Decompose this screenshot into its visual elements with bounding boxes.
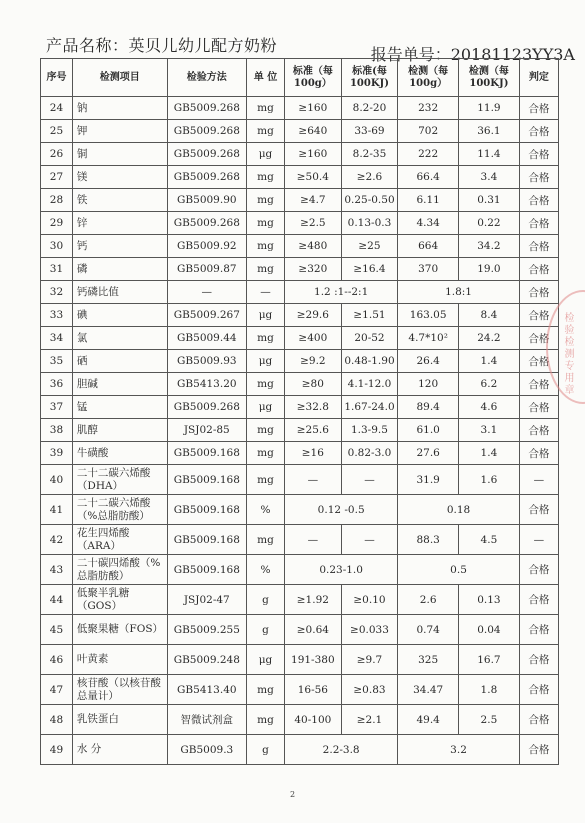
unit: mg <box>246 419 284 442</box>
verdict: 合格 <box>519 705 558 735</box>
test-method: 智微试剂盒 <box>167 705 246 735</box>
standard-per-100g: ≥480 <box>285 235 342 258</box>
test-item: 钠 <box>72 97 167 120</box>
verdict: 合格 <box>519 258 558 281</box>
verdict: 合格 <box>519 327 558 350</box>
test-method: GB5009.168 <box>167 442 246 465</box>
row-number: 43 <box>41 555 73 585</box>
verdict: 合格 <box>519 555 558 585</box>
table-row <box>41 373 559 396</box>
unit: mg <box>246 705 284 735</box>
test-item: 钙磷比值 <box>72 281 167 304</box>
standard-per-100g: ≥80 <box>285 373 342 396</box>
table-row <box>41 645 559 675</box>
test-method: GB5009.168 <box>167 465 246 495</box>
test-method: GB5009.268 <box>167 97 246 120</box>
col-header-method: 检验方法 <box>167 59 246 97</box>
test-item: 水 分 <box>72 735 167 765</box>
table-row <box>41 235 559 258</box>
result-per-100kj: 0.31 <box>459 189 520 212</box>
verdict: 合格 <box>519 442 558 465</box>
result-per-100g: 664 <box>398 235 459 258</box>
result-per-100kj: 8.4 <box>459 304 520 327</box>
standard-per-100g: ≥400 <box>285 327 342 350</box>
result-per-100kj: 24.2 <box>459 327 520 350</box>
col-header-verdict: 判定 <box>519 59 558 97</box>
table-row <box>41 396 559 419</box>
test-method: GB5009.93 <box>167 350 246 373</box>
row-number: 37 <box>41 396 73 419</box>
standard-per-100g: ≥29.6 <box>285 304 342 327</box>
result-per-100kj: 1.8 <box>459 675 520 705</box>
unit: μg <box>246 143 284 166</box>
row-number: 41 <box>41 495 73 525</box>
verdict: 合格 <box>519 675 558 705</box>
table-row <box>41 97 559 120</box>
test-method: GB5009.168 <box>167 525 246 555</box>
result-value: 3.2 <box>398 735 520 765</box>
test-item: 镁 <box>72 166 167 189</box>
test-method: GB5009.87 <box>167 258 246 281</box>
standard-per-100kj: ≥16.4 <box>341 258 398 281</box>
result-per-100kj: 0.22 <box>459 212 520 235</box>
test-item: 肌醇 <box>72 419 167 442</box>
verdict: — <box>519 465 558 495</box>
table-row <box>41 281 559 304</box>
row-number: 27 <box>41 166 73 189</box>
standard-per-100kj: ≥1.51 <box>341 304 398 327</box>
standard-per-100g: ≥320 <box>285 258 342 281</box>
test-method: GB5009.248 <box>167 645 246 675</box>
test-method: GB5413.20 <box>167 373 246 396</box>
unit: mg <box>246 675 284 705</box>
result-per-100kj: 4.6 <box>459 396 520 419</box>
row-number: 36 <box>41 373 73 396</box>
verdict: 合格 <box>519 495 558 525</box>
row-number: 29 <box>41 212 73 235</box>
unit: mg <box>246 235 284 258</box>
verdict: 合格 <box>519 189 558 212</box>
table-row <box>41 585 559 615</box>
standard-per-100kj: 0.48-1.90 <box>341 350 398 373</box>
verdict: — <box>519 525 558 555</box>
test-item: 二十碳四烯酸（%总脂肪酸） <box>72 555 167 585</box>
row-number: 42 <box>41 525 73 555</box>
test-item: 低聚果糖（FOS） <box>72 615 167 645</box>
standard-per-100kj: 8.2-20 <box>341 97 398 120</box>
verdict: 合格 <box>519 396 558 419</box>
unit: mg <box>246 442 284 465</box>
result-per-100kj: 3.4 <box>459 166 520 189</box>
result-per-100g: 49.4 <box>398 705 459 735</box>
report-number: 报告单号：20181123YY3A <box>370 45 575 64</box>
table-row <box>41 189 559 212</box>
standard-range: 1.2 :1--2:1 <box>285 281 398 304</box>
standard-per-100kj: — <box>341 525 398 555</box>
standard-per-100g: ≥0.64 <box>285 615 342 645</box>
result-per-100g: 61.0 <box>398 419 459 442</box>
test-item: 花生四烯酸（ARA） <box>72 525 167 555</box>
standard-per-100kj: 1.67-24.0 <box>341 396 398 419</box>
col-header-res-kj: 检测（每100KJ) <box>459 59 520 97</box>
unit: % <box>246 555 284 585</box>
row-number: 25 <box>41 120 73 143</box>
result-per-100g: 34.47 <box>398 675 459 705</box>
row-number: 28 <box>41 189 73 212</box>
test-item: 钾 <box>72 120 167 143</box>
verdict: 合格 <box>519 281 558 304</box>
row-number: 35 <box>41 350 73 373</box>
table-row <box>41 555 559 585</box>
standard-per-100g: ≥160 <box>285 97 342 120</box>
row-number: 31 <box>41 258 73 281</box>
row-number: 32 <box>41 281 73 304</box>
standard-per-100g: ≥2.5 <box>285 212 342 235</box>
unit: μg <box>246 350 284 373</box>
standard-per-100kj: ≥25 <box>341 235 398 258</box>
verdict: 合格 <box>519 373 558 396</box>
row-number: 48 <box>41 705 73 735</box>
test-item: 二十二碳六烯酸（DHA） <box>72 465 167 495</box>
table-row <box>41 465 559 495</box>
unit: μg <box>246 645 284 675</box>
row-number: 49 <box>41 735 73 765</box>
result-per-100kj: 4.5 <box>459 525 520 555</box>
standard-per-100kj: 33-69 <box>341 120 398 143</box>
result-per-100g: 66.4 <box>398 166 459 189</box>
table-row <box>41 442 559 465</box>
unit: mg <box>246 212 284 235</box>
standard-per-100g: 16-56 <box>285 675 342 705</box>
test-method: GB5009.90 <box>167 189 246 212</box>
standard-per-100g: ≥1.92 <box>285 585 342 615</box>
row-number: 45 <box>41 615 73 645</box>
standard-per-100kj: 4.1-12.0 <box>341 373 398 396</box>
unit: μg <box>246 304 284 327</box>
row-number: 26 <box>41 143 73 166</box>
page-number: 2 <box>289 790 296 799</box>
col-header-std-kj: 标准(每100KJ) <box>341 59 398 97</box>
standard-per-100kj: ≥2.6 <box>341 166 398 189</box>
standard-range: 0.12 -0.5 <box>285 495 398 525</box>
verdict: 合格 <box>519 212 558 235</box>
standard-per-100kj: ≥0.033 <box>341 615 398 645</box>
table-row <box>41 304 559 327</box>
test-method: GB5009.168 <box>167 555 246 585</box>
result-per-100g: 88.3 <box>398 525 459 555</box>
result-value: 0.5 <box>398 555 520 585</box>
result-per-100kj: 16.7 <box>459 645 520 675</box>
verdict: 合格 <box>519 645 558 675</box>
verdict: 合格 <box>519 735 558 765</box>
unit: mg <box>246 189 284 212</box>
test-item: 核苷酸（以核苷酸总量计） <box>72 675 167 705</box>
result-per-100g: 222 <box>398 143 459 166</box>
standard-per-100g: ≥640 <box>285 120 342 143</box>
standard-per-100g: ≥25.6 <box>285 419 342 442</box>
result-per-100g: 370 <box>398 258 459 281</box>
table-header-row <box>41 59 559 97</box>
unit: mg <box>246 120 284 143</box>
result-per-100kj: 1.4 <box>459 350 520 373</box>
standard-per-100g: 191-380 <box>285 645 342 675</box>
row-number: 40 <box>41 465 73 495</box>
result-per-100kj: 34.2 <box>459 235 520 258</box>
table-row <box>41 327 559 350</box>
result-per-100g: 4.7*10² <box>398 327 459 350</box>
col-header-std-g: 标准（每100g） <box>285 59 342 97</box>
standard-per-100g: ≥16 <box>285 442 342 465</box>
row-number: 44 <box>41 585 73 615</box>
unit: % <box>246 495 284 525</box>
result-per-100kj: 3.1 <box>459 419 520 442</box>
test-item: 锰 <box>72 396 167 419</box>
row-number: 47 <box>41 675 73 705</box>
verdict: 合格 <box>519 419 558 442</box>
test-method: GB5413.40 <box>167 675 246 705</box>
result-value: 0.18 <box>398 495 520 525</box>
standard-per-100kj: ≥0.10 <box>341 585 398 615</box>
table-row <box>41 615 559 645</box>
result-per-100g: 702 <box>398 120 459 143</box>
verdict: 合格 <box>519 350 558 373</box>
test-item: 叶黄素 <box>72 645 167 675</box>
table-row <box>41 120 559 143</box>
result-per-100g: 163.05 <box>398 304 459 327</box>
result-per-100g: 120 <box>398 373 459 396</box>
row-number: 38 <box>41 419 73 442</box>
verdict: 合格 <box>519 615 558 645</box>
test-item: 铜 <box>72 143 167 166</box>
verdict: 合格 <box>519 97 558 120</box>
standard-per-100kj: ≥9.7 <box>341 645 398 675</box>
test-item: 碘 <box>72 304 167 327</box>
test-item: 低聚半乳糖（GOS） <box>72 585 167 615</box>
unit: — <box>246 281 284 304</box>
col-header-no: 序号 <box>41 59 73 97</box>
standard-per-100g: — <box>285 465 342 495</box>
table-row <box>41 675 559 705</box>
test-results-table <box>40 58 559 765</box>
table-row <box>41 143 559 166</box>
result-per-100kj: 11.4 <box>459 143 520 166</box>
product-name: 产品名称：英贝儿幼儿配方奶粉 <box>46 36 278 55</box>
test-method: GB5009.168 <box>167 495 246 525</box>
row-number: 30 <box>41 235 73 258</box>
test-method: GB5009.268 <box>167 166 246 189</box>
standard-per-100g: 40-100 <box>285 705 342 735</box>
unit: μg <box>246 396 284 419</box>
verdict: 合格 <box>519 235 558 258</box>
table-body <box>41 97 559 765</box>
standard-per-100kj: 0.25-0.50 <box>341 189 398 212</box>
unit: g <box>246 735 284 765</box>
test-item: 硒 <box>72 350 167 373</box>
test-method: — <box>167 281 246 304</box>
result-per-100g: 26.4 <box>398 350 459 373</box>
table-row <box>41 166 559 189</box>
seal-text: 检验检测专用章 <box>562 312 573 396</box>
result-per-100g: 0.74 <box>398 615 459 645</box>
result-per-100kj: 0.13 <box>459 585 520 615</box>
row-number: 46 <box>41 645 73 675</box>
test-method: GB5009.267 <box>167 304 246 327</box>
row-number: 34 <box>41 327 73 350</box>
standard-per-100kj: — <box>341 465 398 495</box>
result-per-100g: 2.6 <box>398 585 459 615</box>
result-per-100kj: 1.6 <box>459 465 520 495</box>
result-per-100kj: 19.0 <box>459 258 520 281</box>
test-item: 铁 <box>72 189 167 212</box>
test-item: 钙 <box>72 235 167 258</box>
standard-per-100kj: ≥0.83 <box>341 675 398 705</box>
result-value: 1.8:1 <box>398 281 520 304</box>
test-item: 锌 <box>72 212 167 235</box>
standard-per-100kj: ≥2.1 <box>341 705 398 735</box>
row-number: 33 <box>41 304 73 327</box>
result-per-100g: 89.4 <box>398 396 459 419</box>
table-row <box>41 212 559 235</box>
unit: mg <box>246 525 284 555</box>
standard-per-100g: — <box>285 525 342 555</box>
standard-per-100g: ≥32.8 <box>285 396 342 419</box>
test-item: 胆碱 <box>72 373 167 396</box>
test-method: GB5009.268 <box>167 212 246 235</box>
result-per-100g: 31.9 <box>398 465 459 495</box>
result-per-100kj: 2.5 <box>459 705 520 735</box>
result-per-100kj: 36.1 <box>459 120 520 143</box>
table-row <box>41 705 559 735</box>
standard-per-100kj: 20-52 <box>341 327 398 350</box>
row-number: 24 <box>41 97 73 120</box>
row-number: 39 <box>41 442 73 465</box>
test-item: 乳铁蛋白 <box>72 705 167 735</box>
unit: mg <box>246 465 284 495</box>
col-header-item: 检测项目 <box>72 59 167 97</box>
table-row <box>41 350 559 373</box>
test-method: JSJ02-85 <box>167 419 246 442</box>
standard-range: 0.23-1.0 <box>285 555 398 585</box>
verdict: 合格 <box>519 166 558 189</box>
unit: mg <box>246 258 284 281</box>
table-row <box>41 495 559 525</box>
table-row <box>41 525 559 555</box>
test-item: 磷 <box>72 258 167 281</box>
standard-per-100kj: 8.2-35 <box>341 143 398 166</box>
unit: mg <box>246 166 284 189</box>
test-method: GB5009.268 <box>167 396 246 419</box>
test-method: GB5009.268 <box>167 120 246 143</box>
standard-per-100g: ≥50.4 <box>285 166 342 189</box>
result-per-100kj: 1.4 <box>459 442 520 465</box>
unit: mg <box>246 373 284 396</box>
result-per-100g: 325 <box>398 645 459 675</box>
test-item: 牛磺酸 <box>72 442 167 465</box>
result-per-100g: 27.6 <box>398 442 459 465</box>
standard-per-100g: ≥160 <box>285 143 342 166</box>
table-row <box>41 735 559 765</box>
test-method: GB5009.92 <box>167 235 246 258</box>
unit: mg <box>246 97 284 120</box>
result-per-100g: 6.11 <box>398 189 459 212</box>
table-row <box>41 258 559 281</box>
test-method: GB5009.44 <box>167 327 246 350</box>
test-item: 氯 <box>72 327 167 350</box>
standard-per-100kj: 0.82-3.0 <box>341 442 398 465</box>
result-per-100g: 232 <box>398 97 459 120</box>
test-method: GB5009.268 <box>167 143 246 166</box>
verdict: 合格 <box>519 585 558 615</box>
standard-per-100g: ≥4.7 <box>285 189 342 212</box>
standard-per-100g: ≥9.2 <box>285 350 342 373</box>
col-header-res-g: 检测（每100g） <box>398 59 459 97</box>
test-item: 二十二碳六烯酸（%总脂肪酸） <box>72 495 167 525</box>
result-per-100kj: 11.9 <box>459 97 520 120</box>
table-row <box>41 419 559 442</box>
test-method: JSJ02-47 <box>167 585 246 615</box>
standard-per-100kj: 1.3-9.5 <box>341 419 398 442</box>
test-method: GB5009.3 <box>167 735 246 765</box>
unit: g <box>246 585 284 615</box>
result-per-100kj: 0.04 <box>459 615 520 645</box>
standard-range: 2.2-3.8 <box>285 735 398 765</box>
col-header-unit: 单 位 <box>246 59 284 97</box>
unit: mg <box>246 327 284 350</box>
verdict: 合格 <box>519 304 558 327</box>
result-per-100g: 4.34 <box>398 212 459 235</box>
verdict: 合格 <box>519 120 558 143</box>
standard-per-100kj: 0.13-0.3 <box>341 212 398 235</box>
test-method: GB5009.255 <box>167 615 246 645</box>
result-per-100kj: 6.2 <box>459 373 520 396</box>
verdict: 合格 <box>519 143 558 166</box>
unit: g <box>246 615 284 645</box>
